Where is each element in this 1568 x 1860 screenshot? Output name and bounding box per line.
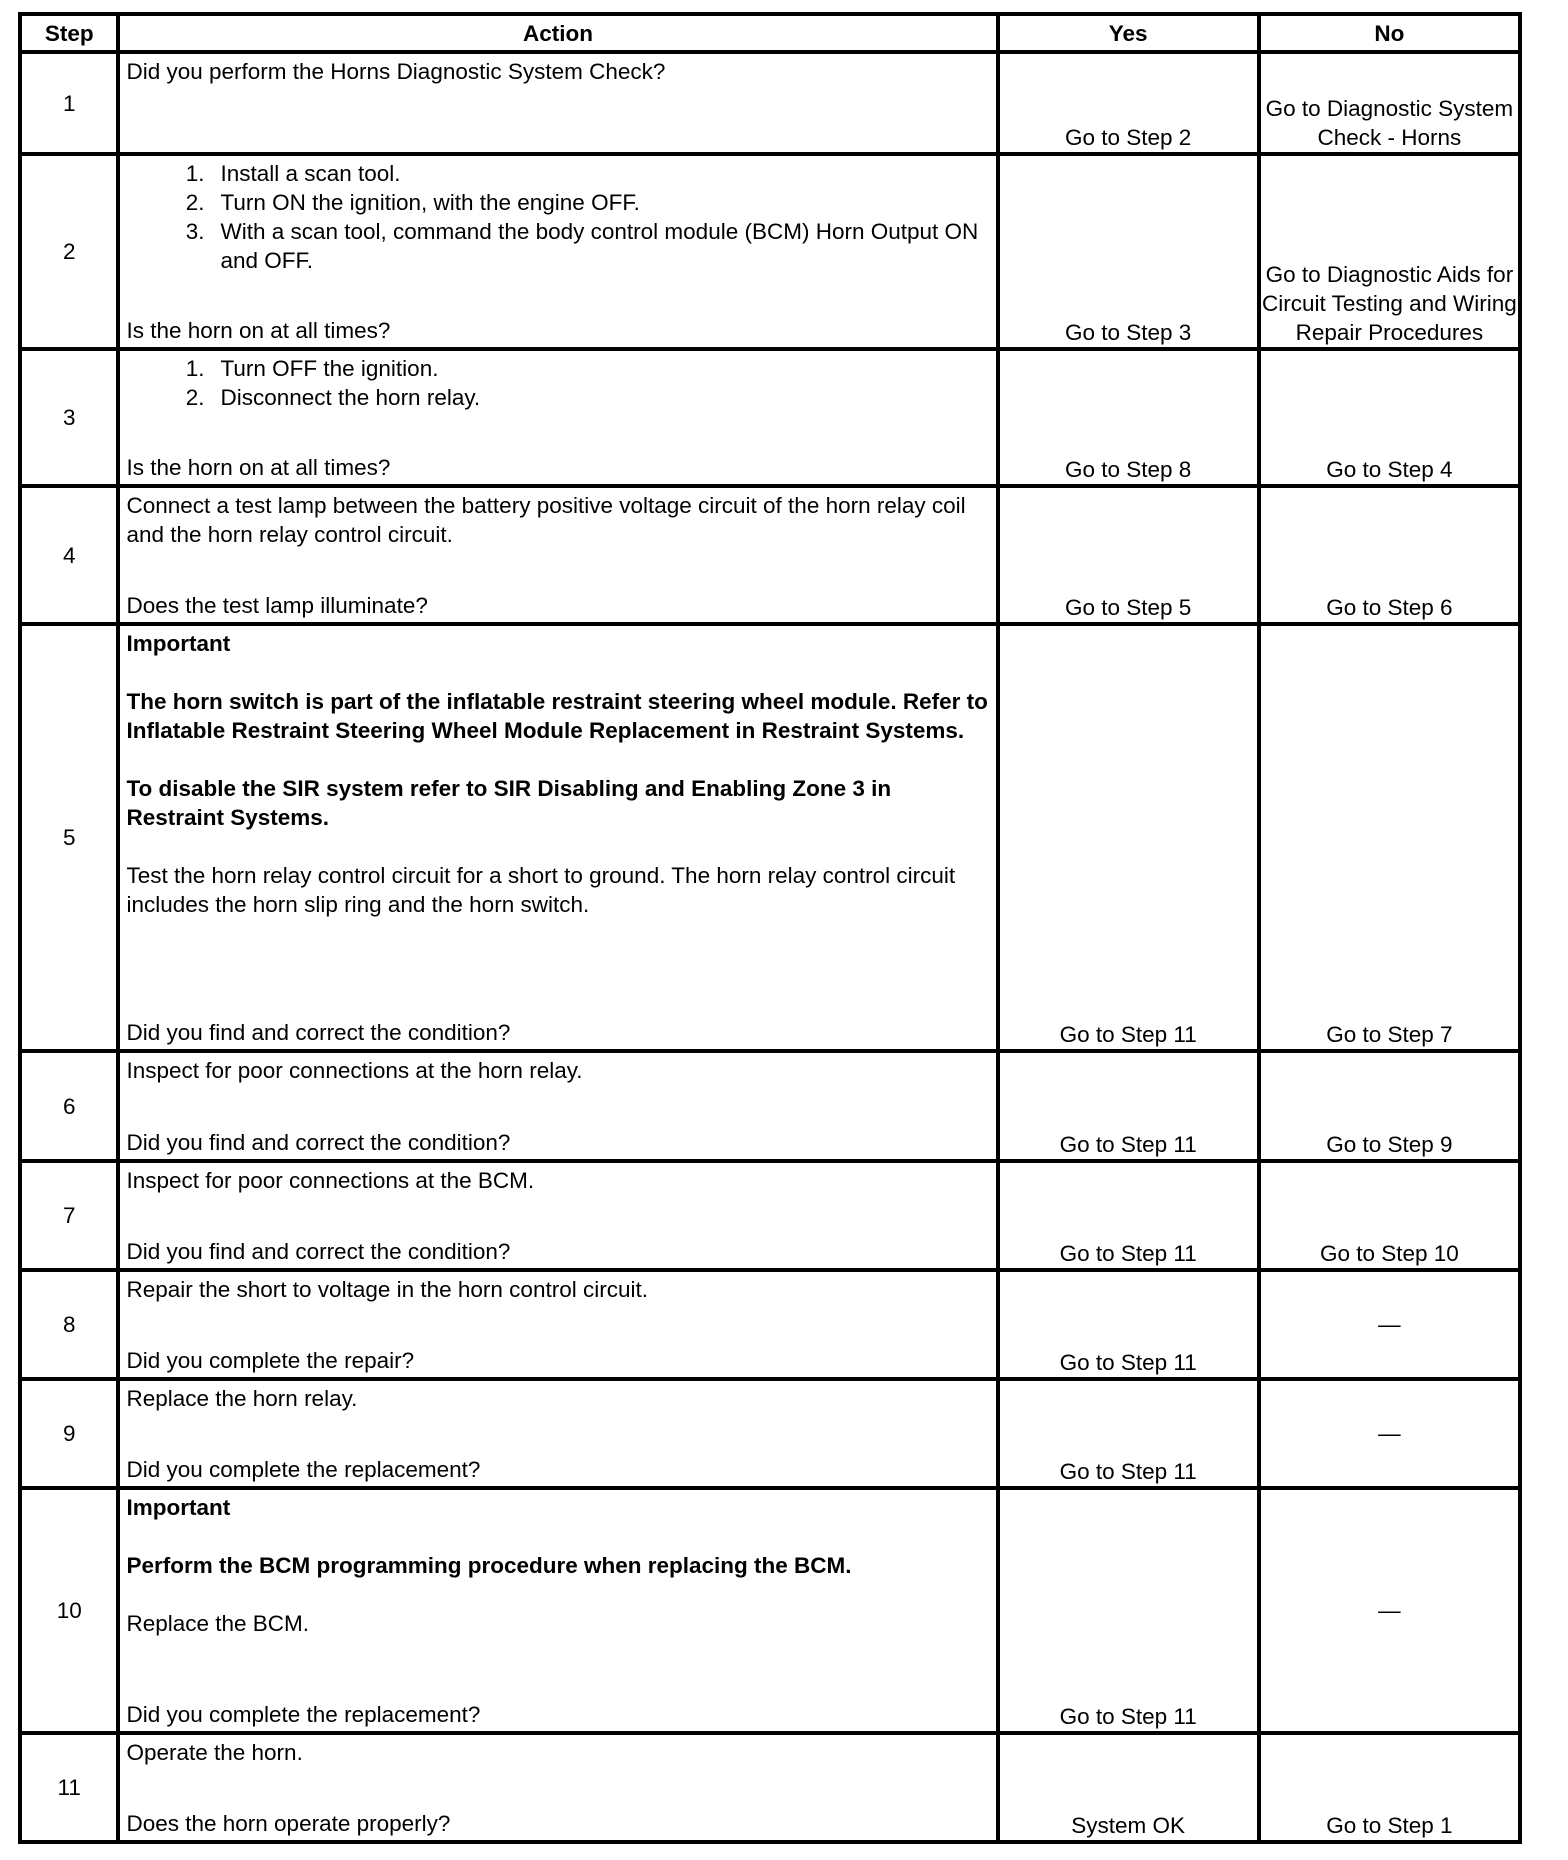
table-row: [20, 1051, 1520, 1160]
table-row: [20, 1488, 1520, 1733]
table-row: [20, 52, 1520, 154]
table-row: [20, 624, 1520, 1051]
step-number: 1: [20, 52, 118, 154]
yes-outcome: Go to Step 11: [998, 1161, 1259, 1270]
step-number: 4: [20, 486, 118, 624]
action-cell: [118, 1161, 997, 1270]
yes-outcome: Go to Step 11: [998, 1488, 1259, 1733]
action-text: Did you perform the Horns Diagnostic System Check?: [126, 59, 666, 84]
no-outcome: Go to Step 7: [1259, 624, 1520, 1051]
step-number: 8: [20, 1270, 118, 1379]
action-question: Does the test lamp illuminate?: [126, 593, 428, 619]
diagnostic-table: [18, 12, 1522, 1844]
action-cell: [118, 349, 997, 487]
action-question: Did you complete the replacement?: [126, 1457, 481, 1483]
action-cell: [118, 1270, 997, 1379]
table-row: [20, 1161, 1520, 1270]
action-text: Inspect for poor connections at the horn relay.: [126, 1058, 583, 1084]
yes-outcome: Go to Step 11: [998, 1270, 1259, 1379]
table-row: [20, 1379, 1520, 1488]
table-row: [20, 1733, 1520, 1842]
yes-outcome: Go to Step 2: [998, 52, 1259, 154]
action-question: Does the horn operate properly?: [126, 1811, 451, 1836]
action-question: Did you find and correct the condition?: [126, 1129, 511, 1155]
yes-outcome: System OK: [998, 1733, 1259, 1842]
header-action: Action: [118, 14, 997, 52]
list-item: 1. Install a scan tool.: [185, 161, 401, 187]
action-question: Did you find and correct the condition?: [126, 1238, 511, 1264]
procedure-list: [126, 354, 989, 412]
action-cell: [118, 624, 997, 1051]
no-outcome: —: [1259, 1488, 1520, 1733]
step-number: 7: [20, 1161, 118, 1270]
yes-outcome: Go to Step 3: [998, 154, 1259, 349]
action-text: Inspect for poor connections at the BCM.: [126, 1167, 535, 1193]
action-text: Repair the short to voltage in the horn control circuit.: [126, 1276, 648, 1302]
no-outcome: Go to Step 9: [1259, 1051, 1520, 1160]
no-outcome: Go to Diagnostic Aids for Circuit Testing and Wiring Repair Procedures: [1259, 154, 1520, 349]
yes-outcome: Go to Step 8: [998, 349, 1259, 487]
header-yes: Yes: [998, 14, 1259, 52]
table-row: [20, 486, 1520, 624]
important-heading: Important: [126, 1495, 231, 1521]
no-outcome: —: [1259, 1379, 1520, 1488]
action-text: Replace the horn relay.: [126, 1386, 358, 1412]
step-number: 9: [20, 1379, 118, 1488]
important-note: Perform the BCM programming procedure when replacing the BCM.: [126, 1553, 852, 1579]
action-question: Did you complete the repair?: [126, 1348, 415, 1374]
step-number: 2: [20, 154, 118, 349]
step-number: 6: [20, 1051, 118, 1160]
yes-outcome: Go to Step 11: [998, 1051, 1259, 1160]
step-number: 3: [20, 349, 118, 487]
procedure-list: [126, 159, 989, 275]
action-question: Did you find and correct the condition?: [126, 1020, 511, 1046]
header-step: Step: [20, 14, 118, 52]
important-heading: Important: [126, 631, 231, 657]
action-question: Is the horn on at all times?: [126, 455, 391, 481]
action-cell: [118, 1051, 997, 1160]
header-no: No: [1259, 14, 1520, 52]
action-cell: [118, 1379, 997, 1488]
important-note: To disable the SIR system refer to SIR Disabling and Enabling Zone 3 in Restraint Systems.: [126, 776, 892, 831]
important-note: The horn switch is part of the inflatable restraint steering wheel module. Refer to Inflatable Restraint Steering Wheel Module Replacement in Restraint Systems.: [126, 689, 988, 744]
step-number: 5: [20, 624, 118, 1051]
no-outcome: Go to Step 6: [1259, 486, 1520, 624]
list-item: 2. Turn ON the ignition, with the engine OFF.: [185, 190, 640, 216]
no-outcome: Go to Step 4: [1259, 349, 1520, 487]
action-text: Connect a test lamp between the battery positive voltage circuit of the horn relay coil and the horn relay control circuit.: [126, 493, 966, 548]
no-outcome: Go to Step 1: [1259, 1733, 1520, 1842]
table-row: [20, 1270, 1520, 1379]
action-text: Test the horn relay control circuit for a short to ground. The horn relay control circuit includes the horn slip ring and the horn switch.: [126, 863, 956, 918]
action-cell: [118, 1488, 997, 1733]
action-cell: [118, 1733, 997, 1842]
no-outcome: —: [1259, 1270, 1520, 1379]
no-outcome: Go to Step 10: [1259, 1161, 1520, 1270]
yes-outcome: Go to Step 11: [998, 624, 1259, 1051]
yes-outcome: Go to Step 11: [998, 1379, 1259, 1488]
step-number: 11: [20, 1733, 118, 1842]
no-outcome: Go to Diagnostic System Check - Horns: [1259, 52, 1520, 154]
action-cell: [118, 52, 997, 154]
header-row: [20, 14, 1520, 52]
list-item: 3. With a scan tool, command the body control module (BCM) Horn Output ON and OFF.: [185, 219, 979, 274]
action-cell: [118, 486, 997, 624]
table-row: [20, 349, 1520, 487]
action-question: Did you complete the replacement?: [126, 1701, 481, 1727]
table-row: [20, 154, 1520, 349]
action-text: Replace the BCM.: [126, 1611, 310, 1637]
list-item: 2. Disconnect the horn relay.: [185, 384, 481, 410]
action-text: Operate the horn.: [126, 1739, 303, 1765]
step-number: 10: [20, 1488, 118, 1733]
list-item: 1. Turn OFF the ignition.: [185, 355, 439, 381]
yes-outcome: Go to Step 5: [998, 486, 1259, 624]
action-cell: [118, 154, 997, 349]
action-question: Is the horn on at all times?: [126, 317, 391, 343]
